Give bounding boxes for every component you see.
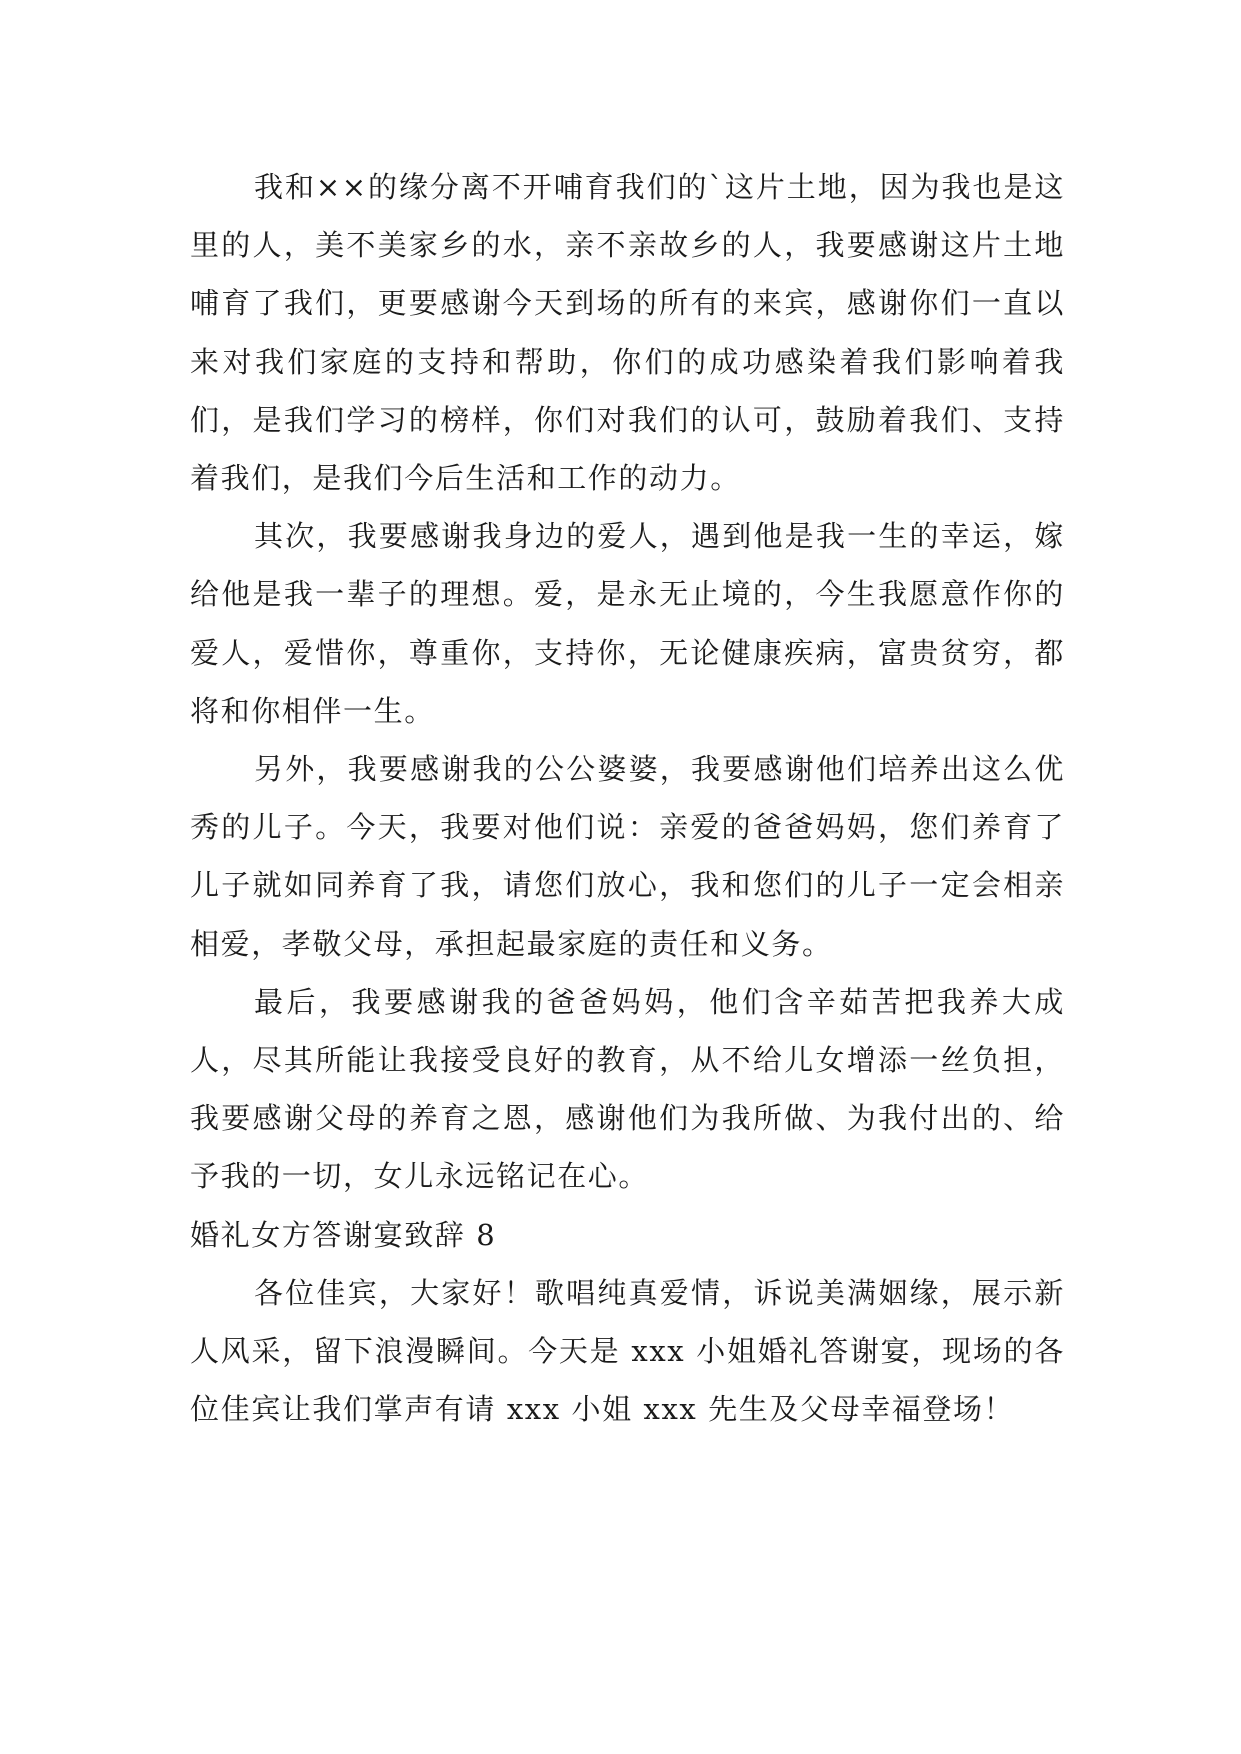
paragraph-1: 我和××的缘分离不开哺育我们的`这片土地，因为我也是这里的人，美不美家乡的水，亲不亲故乡的人，我要感谢这片土地哺育了我们，更要感谢今天到场的所有的来宾，感谢你们一直以来对我们家庭的支持和帮助，你们的成功感染着我们影响着我们，是我们学习的榜样，你们对我们的认可，鼓励着我们、支持着我们，是我们今后生活和工作的动力。 — [190, 170, 1065, 496]
document-body — [190, 158, 1065, 1438]
section-heading: 婚礼女方答谢宴致辞 8 — [190, 1217, 497, 1252]
paragraph-4: 最后，我要感谢我的爸爸妈妈，他们含辛茹苦把我养大成人，尽其所能让我接受良好的教育，从不给儿女增添一丝负担，我要感谢父母的养育之恩，感谢他们为我所做、为我付出的、给予我的一切，女儿永远铭记在心。 — [190, 984, 1065, 1194]
section-paragraph-1: 各位佳宾，大家好！歌唱纯真爱情，诉说美满姻缘，展示新人风采，留下浪漫瞬间。今天是 xxx 小姐婚礼答谢宴，现场的各位佳宾让我们掌声有请 xxx 小姐 xxx 先生及父母幸福登场！ — [190, 1275, 1065, 1427]
paragraph-2: 其次，我要感谢我身边的爱人，遇到他是我一生的幸运，嫁给他是我一辈子的理想。爱，是永无止境的，今生我愿意作你的爱人，爱惜你，尊重你，支持你，无论健康疾病，富贵贫穷，都将和你相伴一生。 — [190, 519, 1065, 728]
paragraph-3: 另外，我要感谢我的公公婆婆，我要感谢他们培养出这么优秀的儿子。今天，我要对他们说：亲爱的爸爸妈妈，您们养育了儿子就如同养育了我，请您们放心，我和您们的儿子一定会相亲相爱，孝敬父母，承担起最家庭的责任和义务。 — [190, 752, 1065, 961]
